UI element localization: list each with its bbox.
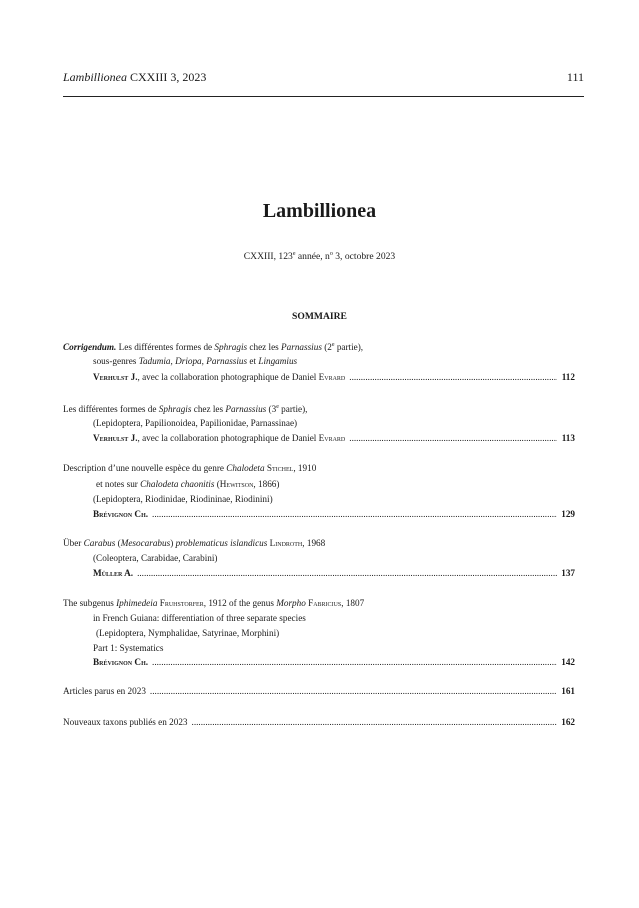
header-journal-name: Lambillionea — [63, 70, 128, 84]
entry-2-title-line1: Les différentes formes de Sphragis chez les Parnassius (3e partie), — [63, 404, 308, 415]
entry-3-title-line1: Description d’une nouvelle espèce du genre Chalodeta Stichel, 1910 — [63, 463, 317, 473]
author-name: Verhulst J. — [93, 433, 138, 443]
dot-leader — [192, 716, 557, 728]
dot-leader — [137, 567, 557, 579]
entry-4-page: 137 — [561, 568, 575, 578]
sommaire-heading: SOMMAIRE — [292, 311, 347, 322]
entry-5-title-line4: Part 1: Systematics — [93, 643, 164, 653]
articles-parus-label: Articles parus en 2023 — [63, 686, 146, 696]
header-journal-issue — [63, 70, 206, 85]
author-name: Brévignon Ch. — [93, 657, 149, 667]
author-name: Verhulst J. — [93, 372, 138, 382]
entry-2-author-line: Verhulst J., avec la collaboration photographique de Daniel Evrard ..... 113 — [93, 432, 575, 444]
author-name: Brévignon Ch. — [93, 509, 149, 519]
entry-5-page: 142 — [561, 657, 575, 667]
entry-3-title-line3: (Lepidoptera, Riodinidae, Riodininae, Riodinini) — [93, 494, 273, 504]
header-rule — [63, 96, 584, 97]
header-page-number: 111 — [566, 70, 584, 84]
entry-5-author-line — [93, 656, 575, 668]
entry-5-title-line3: (Lepidoptera, Nymphalidae, Satyrinae, Morphini) — [96, 628, 280, 638]
entry-4-author-line — [93, 567, 575, 579]
articles-parus-page: 161 — [561, 686, 575, 696]
entry-2-title-line2: (Lepidoptera, Papilionoidea, Papilionidae, Parnassinae) — [93, 418, 298, 428]
entry-4-title-line1: Über Carabus (Mesocarabus) problematicus islandicus Lindroth, 1968 — [63, 538, 326, 548]
header-issue: CXXIII 3, 2023 — [130, 70, 207, 84]
articles-parus-line — [63, 685, 575, 697]
journal-title: Lambillionea — [262, 200, 377, 222]
entry-1-author-line: Verhulst J., avec la collaboration photographique de Daniel Evrard ..... 112 — [93, 371, 575, 383]
entry-3-title-line2: et notes sur Chalodeta chaonitis (Hewitson, 1866) — [96, 479, 280, 489]
running-header — [63, 70, 584, 86]
issue-subtitle: CXXIII, 123e année, $n^o$ 3, octobre 2023 — [243, 251, 396, 263]
author-name: Müller A. — [93, 568, 134, 578]
entry-1-page: 112 — [561, 372, 575, 382]
dot-leader — [349, 432, 557, 444]
nouveaux-taxons-page: 162 — [561, 717, 575, 727]
entry-2-page: 113 — [561, 433, 575, 443]
nouveaux-taxons-label: Nouveaux taxons publiés en 2023 — [63, 717, 188, 727]
entry-1-title-line1: Corrigendum. Les différentes formes de Sphragis chez les Parnassius (2e partie), — [63, 342, 364, 353]
entry-4-title-line2: (Coleoptera, Carabidae, Carabini) — [93, 553, 218, 563]
entry-5-title-line1: The subgenus Iphimedeia Fruhstorfer, 1912 of the genus Morpho Fabricius, 1807 — [63, 598, 365, 608]
dot-leader — [152, 508, 557, 520]
nouveaux-taxons-line — [63, 716, 575, 728]
dot-leader — [349, 371, 557, 383]
entry-3-page: 129 — [561, 509, 575, 519]
dot-leader — [150, 685, 557, 697]
entry-1-title-line2: sous-genres Tadumia, Driopa, Parnassius et Lingamius — [93, 356, 298, 366]
entry-3-author-line — [93, 508, 575, 520]
entry-5-title-line2: in French Guiana: differentiation of three separate species — [93, 613, 306, 623]
dot-leader — [152, 656, 557, 668]
